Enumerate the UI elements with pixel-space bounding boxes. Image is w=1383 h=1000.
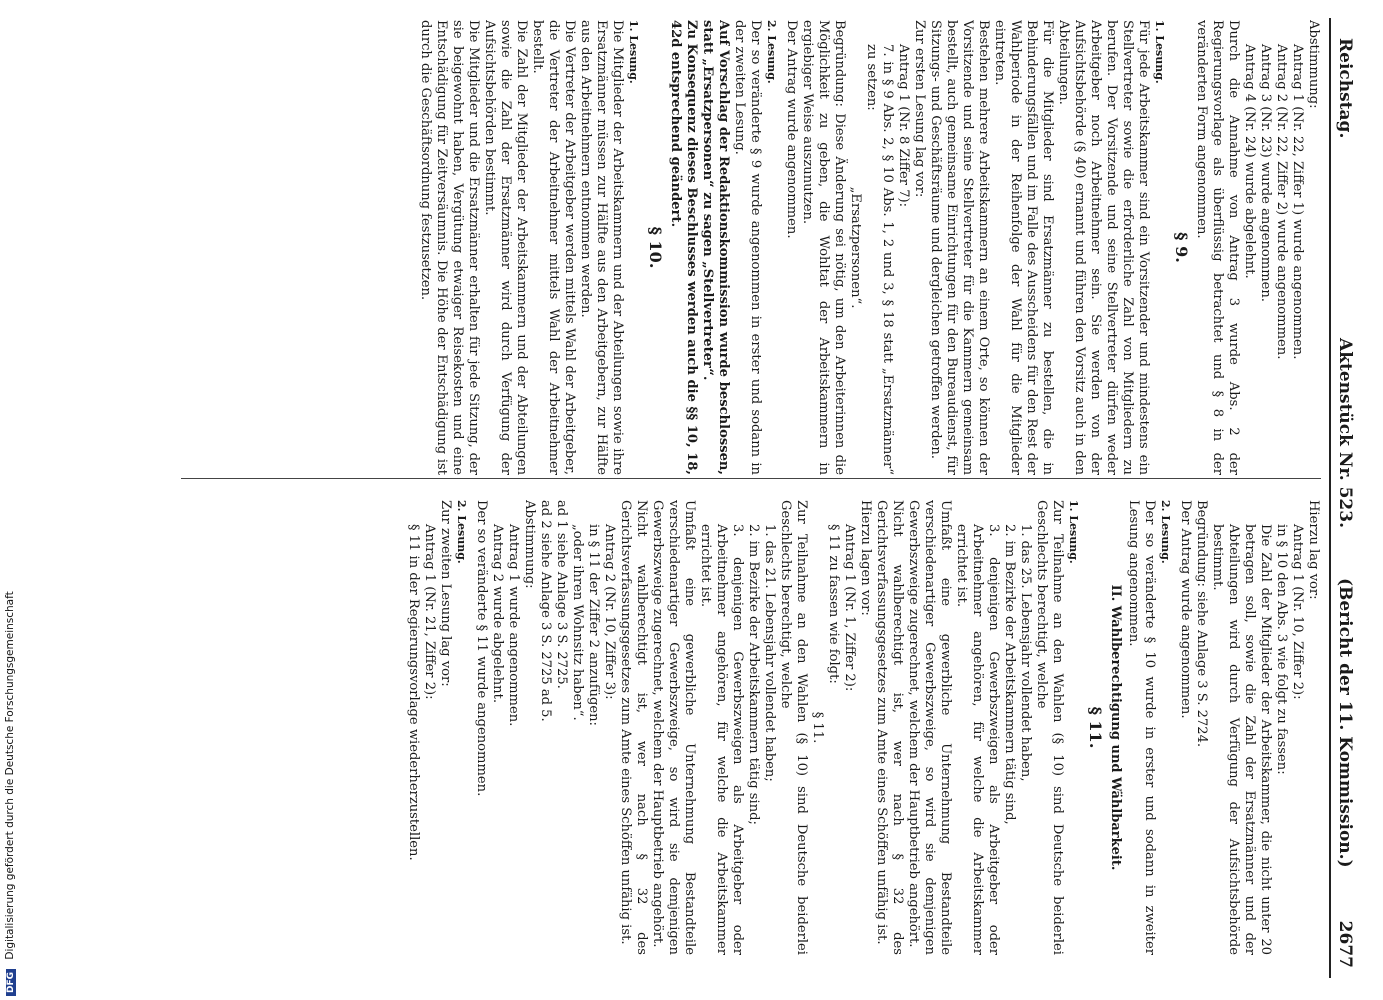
paragraph: Der so veränderte § 11 wurde angenommen.	[474, 500, 489, 797]
paragraph: Umfaßt eine gewerbliche Unternehmung Bestandteile verschiedenartiger Gewerbszweige, so wird sie demjenigen Gewerbszweige zugerechnet, welchem der Hauptbetrieb angehört.	[906, 500, 953, 955]
paragraph: Begründung: Diese Änderung sei nötig, um den Arbeiterinnen die Möglichkeit zu geben, die Wohltat der Arbeitskammern in ergiebiger Weise auszunutzen.	[800, 20, 847, 475]
paragraph: 1. das 21. Lebensjahr vollendet haben;	[762, 524, 777, 782]
page-number: 2677	[1335, 920, 1355, 968]
paragraph: Die Zahl der Mitglieder der Arbeitskammer, die nicht unter 20 betragen soll, sowie die Zahl der Ersatzmänner und der Abteilungen wird durch Verfügung der Aufsichtsbehörde bestimmt.	[1210, 524, 1273, 955]
right-text-column	[121, 500, 1321, 955]
paragraph: Für jede Arbeitskammer sind ein Vorsitzender und mindestens ein Stellvertreter sowie die erforderliche Zahl von Mitgliedern zu berufen. Der Vorsitzende und seine Stellvertreter dürfen weder Arbeitgeber noch Arbeitnehmer sein. Sie werden von der Aufsichtsbehörde (§ 40) ernannt und führen den Vorsitz auch in den Abteilungen.	[1056, 20, 1151, 475]
paragraph: in § 11 der Ziffer 2 anzufügen:	[586, 524, 601, 726]
paragraph: Nicht wahlberechtigt ist, wer nach § 32 des Gerichtsverfassungsgesetzes zum Amte eines Schöffen unfähig ist.	[618, 500, 649, 955]
paragraph: 3. denjenigen Gewerbszweigen als Arbeitgeber oder Arbeitnehmer angehören, für welche die Arbeitskammer errichtet ist.	[698, 524, 745, 955]
paragraph: „Ersatzpersonen“.	[848, 186, 863, 309]
paragraph: Die Vertreter der Arbeitgeber werden mittels Wahl der Arbeitgeber, die Vertreter der Arbeitnehmer mittels Wahl der Arbeitnehmer bestellt.	[530, 20, 577, 475]
paragraph: Antrag 1 (Nr. 22, Ziffer 1) wurde angenommen.	[1290, 44, 1305, 360]
paragraph: Antrag 1 (Nr. 8 Ziffer 7):	[896, 44, 911, 208]
paragraph: „oder ihren Wohnsitz haben“.	[570, 524, 585, 721]
paragraph: II. Wahlberechtigung und Wählbarkeit.	[1108, 584, 1123, 871]
column-divider	[181, 478, 1321, 479]
section-heading: § 9.	[1172, 232, 1191, 263]
paragraph: Der so veränderte § 10 wurde in erster und sodann in zweiter Lesung angenommen.	[1126, 500, 1157, 955]
paragraph: Abstimmung:	[522, 500, 537, 589]
paragraph: Hierzu lag vor:	[1306, 500, 1321, 600]
paragraph: Antrag 1 (Nr. 10, Ziffer 2):	[1290, 524, 1305, 700]
paragraph: Antrag 1 (Nr. 21, Ziffer 2):	[422, 524, 437, 700]
paragraph: Die Mitglieder und die Ersatzmänner erhalten für jede Sitzung, der sie beigewohnt haben, Vergütung etwaiger Reisekosten und eine Entschädigung für Zeitversäumnis. Die Höhe der Entschädigung ist durch die Geschäftsordnung festzusetzen.	[418, 20, 481, 475]
paragraph: Umfaßt eine gewerbliche Unternehmung Bestandteile verschiedenartiger Gewerbszweige, so wird sie demjenigen Gewerbszweige zugerechnet, welchem der Hauptbetrieb angehört.	[650, 500, 697, 955]
paragraph: Zu Konsequenz dieses Beschlusses werden auch die §§ 10, 18, 42d entsprechend geändert.	[668, 20, 699, 475]
paragraph: 2. im Bezirke der Arbeitskammern tätig sind;	[746, 524, 761, 825]
paragraph: Bestehen mehrere Arbeitskammern an einem Orte, so können der Vorsitzende und seine Stellvertreter für die Kammern gemeinsam bestellt, auch gemeinsame Einrichtungen für den Bureaudienst, für Sitzungs- und Geschäftsräume und dergleichen getroffen werden.	[928, 20, 991, 475]
paragraph: Zur Teilnahme an den Wahlen (§ 10) sind Deutsche beiderlei Geschlechts berechtigt, welche	[1034, 500, 1065, 955]
reading-label: 1. Lesung.	[627, 20, 640, 84]
paragraph: Der Antrag wurde angenommen.	[1178, 500, 1193, 719]
paragraph: Zur Teilnahme an den Wahlen (§ 10) sind Deutsche beiderlei Geschlechts berechtigt, welche	[778, 500, 809, 955]
paragraph: Für die Mitglieder sind Ersatzmänner zu bestellen, die in Behinderungsfällen und im Falle des Ausscheidens für den Rest der Wahlperiode in der Reihenfolge der Wahl für die Mitglieder eintreten.	[992, 20, 1055, 475]
paragraph: ad 1 siehe Anlage 3 S. 2725.	[554, 500, 569, 689]
rotated-document-page	[83, 0, 1383, 1000]
reading-label: 2. Lesung.	[1159, 500, 1172, 564]
paragraph: § 11 in der Regierungsvorlage wiederherzustellen.	[406, 524, 421, 861]
dfg-logo: DFG	[6, 969, 16, 996]
paragraph: Antrag 1 wurde angenommen.	[506, 524, 521, 727]
header-document-number: Aktenstück Nr. 523.	[1335, 338, 1355, 529]
paragraph: in § 10 den Abs. 3 wie folgt zu fassen:	[1274, 524, 1289, 775]
paragraph: Antrag 3 (Nr. 23) wurde angenommen.	[1258, 44, 1273, 302]
paragraph: § 11 zu fassen wie folgt:	[826, 524, 841, 684]
reading-label: 2. Lesung.	[765, 20, 778, 84]
paragraph: Zur zweiten Lesung lag vor:	[438, 500, 453, 687]
paragraph: Antrag 2 (Nr. 10, Ziffer 3):	[602, 524, 617, 700]
paragraph: Antrag 2 (Nr. 22, Ziffer 2) wurde angenommen.	[1274, 44, 1289, 360]
funding-note: Digitalisierung gefördert durch die Deutsche Forschungsgemeinschaft	[4, 591, 16, 960]
header-commission-report: (Bericht der 11. Kommission.)	[1335, 578, 1355, 868]
paragraph: Hierzu lagen vor:	[858, 500, 873, 616]
paragraph: Auf Vorschlag der Redaktionskommission wurde beschlossen, statt „Ersatzpersonen“ zu sagen „Stellvertreter“.	[700, 20, 731, 475]
paragraph: Der so veränderte § 9 wurde angenommen in erster und sodann in der zweiten Lesung.	[732, 20, 763, 475]
paragraph: Antrag 1 (Nr. 1, Ziffer 2):	[842, 524, 857, 692]
paragraph: Zur ersten Lesung lag vor:	[912, 20, 927, 198]
paragraph: Durch die Annahme von Antrag 3 wurde Abs. 2 der Regierungsvorlage als überflüssig betrachtet und § 8 in der veränderten Form angenommen.	[1194, 20, 1241, 475]
paragraph: Die Mitglieder der Arbeitskammern und der Abteilungen sowie ihre Ersatzmänner müssen zur Hälfte aus den Arbeitgebern, zur Hälfte aus den Arbeitnehmern entnommen werden.	[578, 20, 625, 475]
paragraph: 1. das 25. Lebensjahr vollendet haben,	[1018, 524, 1033, 782]
paragraph: 3. denjenigen Gewerbszweigen als Arbeitgeber oder Arbeitnehmer angehören, für welche die Arbeitskammer errichtet ist.	[954, 524, 1001, 955]
paragraph: Antrag 4 (Nr. 24) wurde abgelehnt.	[1242, 44, 1257, 279]
left-text-column	[121, 20, 1321, 475]
section-heading: § 10.	[646, 226, 665, 269]
paragraph: § 11.	[810, 711, 825, 744]
paragraph: Antrag 2 wurde abgelehnt.	[490, 524, 505, 703]
reading-label: 1. Lesung.	[1067, 500, 1080, 564]
paragraph: 7. in § 9 Abs. 2, § 10 Abs. 1, 2 und 3, § 18 statt „Ersatzmänner“ zu setzen:	[864, 44, 895, 475]
header-title-reichstag: Reichstag.	[1335, 38, 1355, 139]
section-heading: § 11.	[1086, 706, 1105, 749]
paragraph: Die Zahl der Mitglieder der Arbeitskammern und der Abteilungen sowie die Zahl der Ersatzmänner wird durch Verfügung der Aufsichtsbehörden bestimmt.	[482, 20, 529, 475]
paragraph: Begründung: siehe Anlage 3 S. 2724.	[1194, 500, 1209, 748]
paragraph: ad 2 siehe Anlage 3 S. 2725 ad 5.	[538, 500, 553, 722]
paragraph: Abstimmung:	[1306, 20, 1321, 109]
page-header	[1329, 18, 1355, 978]
funding-sidebar	[4, 36, 18, 996]
paragraph: Der Antrag wurde angenommen.	[784, 20, 799, 239]
reading-label: 2. Lesung.	[455, 500, 468, 564]
paragraph: Nicht wahlberechtigt ist, wer nach § 32 des Gerichtsverfassungsgesetzes zum Amte eines Schöffen unfähig ist.	[874, 500, 905, 955]
paragraph: 2. im Bezirke der Arbeitskammern tätig sind,	[1002, 524, 1017, 825]
reading-label: 1. Lesung.	[1153, 20, 1166, 84]
